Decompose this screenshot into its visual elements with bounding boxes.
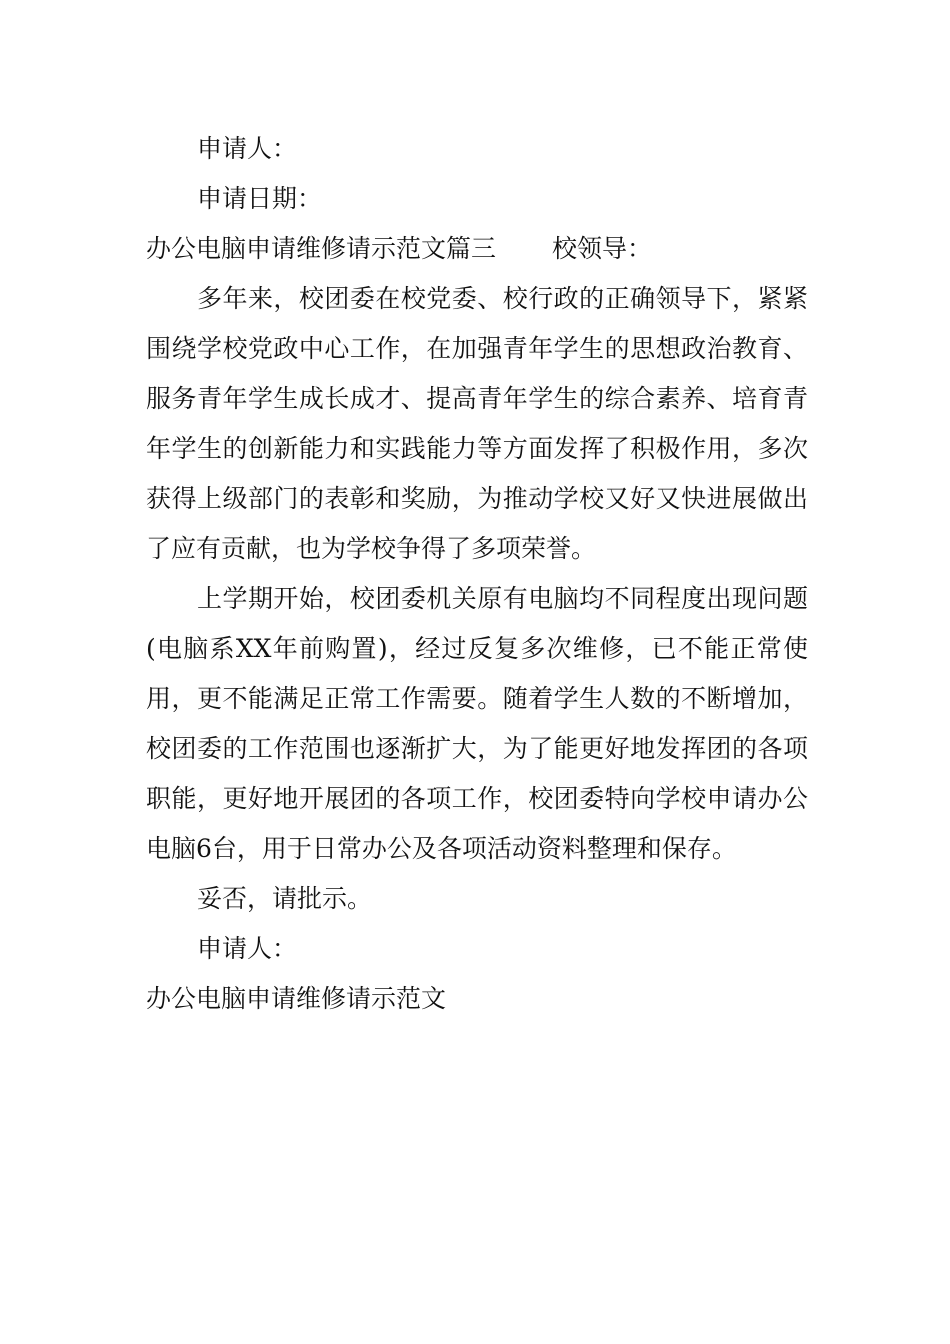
body-paragraph-2: 上学期开始，校团委机关原有电脑均不同程度出现问题(电脑系XX年前购置)，经过反复多次维修，已不能正常使用，更不能满足正常工作需要。随着学生人数的不断增加，校团委的工作范围也逐渐扩大，为了能更好地发挥团的各项职能，更好地开展团的各项工作，校团委特向学校申请办公电脑6台，用于日常办公及各项活动资料整理和保存。: [146, 584, 808, 863]
section-title: 办公电脑申请维修请示范文篇三: [146, 234, 497, 263]
applicant-label: 申请人：: [197, 134, 298, 163]
closing-request: 妥否，请批示。: [197, 884, 373, 913]
body-paragraph-1: 多年来，校团委在校党委、校行政的正确领导下，紧紧围绕学校党政中心工作，在加强青年学生的思想政治教育、服务青年学生成长成才、提高青年学生的综合素养、培育青年学生的创新能力和实践能力等方面发挥了积极作用，多次获得上级部门的表彰和奖励，为推动学校又好又快进展做出了应有贡献，也为学校争得了多项荣誉。: [146, 284, 808, 563]
document-body: [146, 124, 808, 1024]
section-heading: [146, 224, 808, 274]
footer-title: 办公电脑申请维修请示范文: [146, 984, 447, 1013]
closing-applicant-label: 申请人：: [197, 934, 298, 963]
salutation: 校领导：: [552, 234, 653, 263]
application-date-label: 申请日期：: [197, 184, 323, 213]
